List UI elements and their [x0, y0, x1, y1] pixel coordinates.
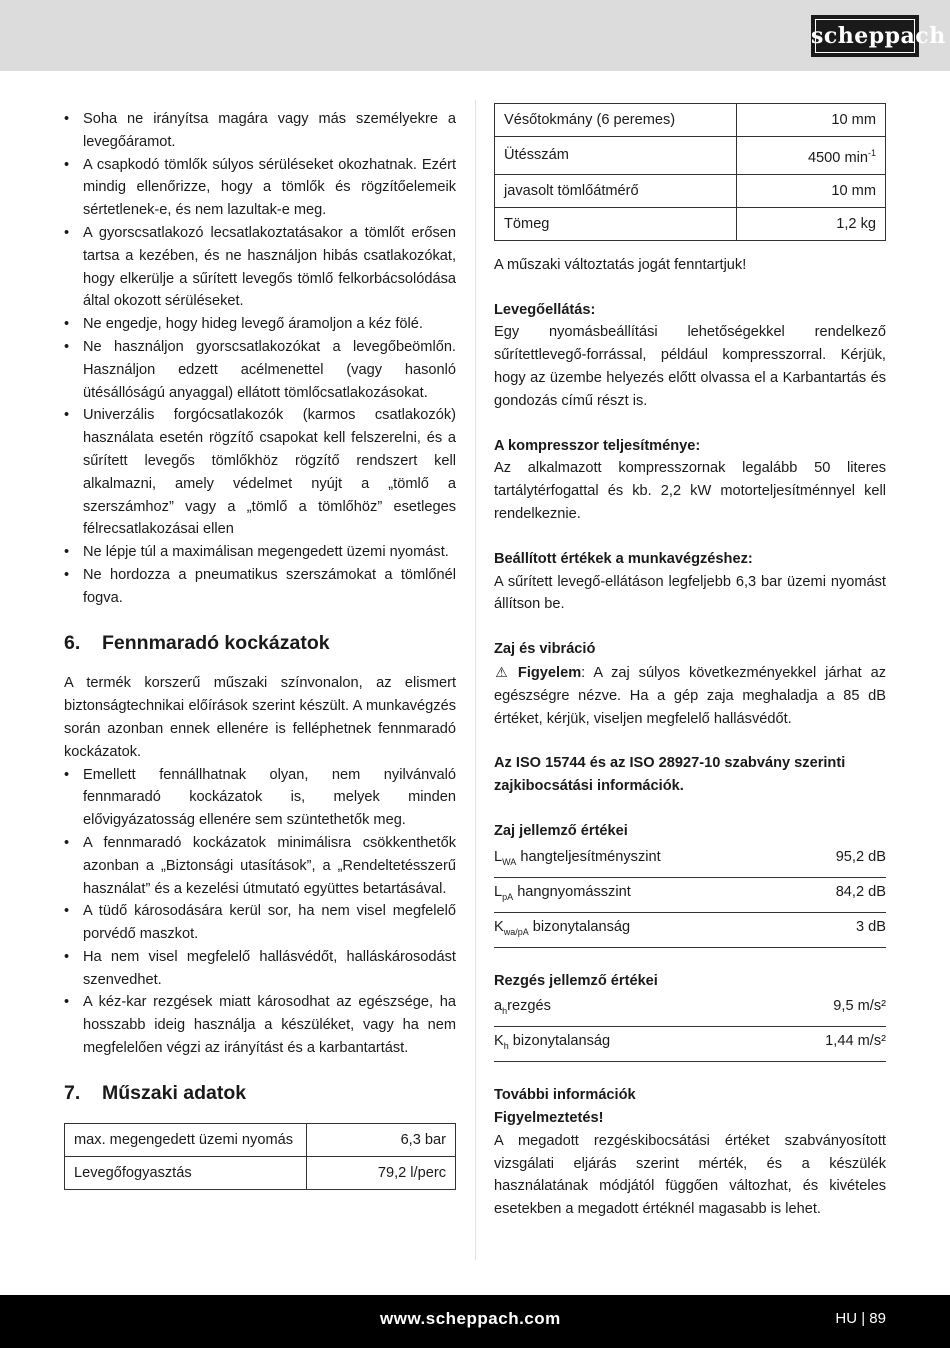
vibration-value: 1,44 m/s²	[825, 1033, 886, 1050]
noise-row	[494, 843, 886, 878]
header-bar	[0, 0, 950, 71]
air-supply-heading: Levegőellátás:	[494, 301, 596, 318]
list-item: • Ne hordozza a pneumatikus szerszámokat a tömlőnél fogva.	[64, 564, 456, 610]
list-item: • Ne használjon gyorscsatlakozókat a levegőbeömlőn. Használjon edzett acélmenettel (vagy hasonló ütésállóságú anyaggal) ellátott tömlőcsatlakozásokat.	[64, 336, 456, 404]
symbol-sub: h	[503, 1041, 509, 1052]
settings-heading: Beállított értékek a munkavégzéshez:	[494, 550, 753, 567]
noise-label	[494, 880, 631, 909]
vibration-label	[494, 1029, 610, 1058]
scheppach-logo: scheppach	[811, 15, 919, 57]
symbol-sub: h	[502, 1006, 508, 1017]
risk-bullets	[64, 764, 456, 1060]
table-row	[65, 1156, 456, 1189]
left-column	[64, 108, 456, 1190]
compressor-text: Az alkalmazott kompresszornak legalább 50 literes tartálytérfogattal és kb. 2,2 kW motorteljesítménnyel kell rendelkeznie.	[494, 460, 886, 523]
table-row	[495, 174, 886, 207]
safety-bullets	[64, 108, 456, 610]
vibration-values	[494, 992, 886, 1062]
more-info-warning: Figyelmeztetés!	[494, 1109, 604, 1126]
section-6-heading	[64, 632, 456, 655]
noise-label	[494, 845, 661, 874]
noise-value: 3 dB	[855, 918, 886, 935]
table-row	[495, 137, 886, 175]
vibration-row	[494, 1027, 886, 1062]
noise-warning	[494, 661, 886, 730]
noise-row	[494, 913, 886, 948]
warning-label: Figyelem	[517, 665, 582, 682]
noise-values	[494, 843, 886, 948]
symbol-sub: WA	[502, 856, 517, 867]
symbol: K	[494, 918, 504, 935]
noise-label	[494, 915, 630, 944]
tech-data-table-continued	[494, 103, 886, 241]
list-item: • A tüdő károsodására kerül sor, ha nem visel megfelelő porvédő maszkot.	[64, 900, 456, 946]
label: rezgés	[507, 998, 551, 1015]
spec-value: 79,2 l/perc	[307, 1156, 456, 1189]
spec-label: Vésőtokmány (6 peremes)	[495, 104, 737, 137]
spec-label: Tömeg	[495, 207, 737, 240]
section-number: 6.	[64, 631, 81, 654]
compressor-heading: A kompresszor teljesítménye:	[494, 437, 701, 454]
symbol-sub: pA	[502, 891, 514, 902]
noise-value: 84,2 dB	[835, 883, 886, 900]
more-info-heading: További információk	[494, 1087, 636, 1104]
list-item: • A gyorscsatlakozó lecsatlakoztatásakor a tömlőt erősen tartsa a kezében, és ne használjon hibás csatlakozókat, hogy elkerülje a sűrített levegős tömlő felkorbácsolódása által okozott sérüléseket.	[64, 222, 456, 313]
symbol: K	[494, 1033, 504, 1050]
spec-value	[737, 137, 886, 175]
spec-label: max. megengedett üzemi nyomás	[65, 1123, 307, 1156]
symbol-sub: wa/pA	[503, 926, 529, 937]
vibration-label	[494, 994, 551, 1023]
noise-row	[494, 878, 886, 913]
section-number: 7.	[64, 1081, 81, 1104]
column-divider	[475, 100, 476, 1260]
list-item: • Univerzális forgócsatlakozók (karmos csatlakozók) használata esetén rögzítő csapokat kell felszerelni, és a sűrített levegős tömlőkhöz rögzítő rendszert kell alkalmazni, amely védelmet nyújt a „tömlő a szerszámhoz” vagy a „tömlő a tömlőhöz” esetleges félrecsatlakozásai ellen	[64, 404, 456, 541]
section-title: Fennmaradó kockázatok	[102, 631, 330, 654]
change-note: A műszaki változtatás jogát fenntartjuk!	[494, 256, 747, 273]
spec-value: 6,3 bar	[307, 1123, 456, 1156]
symbol: a	[494, 998, 503, 1015]
footer-url[interactable]: www.scheppach.com	[380, 1309, 561, 1328]
section-6-intro: A termék korszerű műszaki színvonalon, az elismert biztonságtechnikai előírások szerint készült. A munkavégzés során azonban ennek ellenére is felléphetnek fennmaradó kockázatok.	[64, 675, 456, 760]
vibration-value: 9,5 m/s²	[833, 998, 886, 1015]
list-item: • Emellett fennállhatnak olyan, nem nyilvánvaló fennmaradó kockázatok is, melyek minden elővigyázatosság ellenére sem szüntethetők meg.	[64, 764, 456, 832]
noise-value: 95,2 dB	[835, 848, 886, 865]
air-supply-text: Egy nyomásbeállítási lehetőségekkel rendelkező sűrítettlevegő-forrással, például kompresszorral. Kérjük, hogy az üzembe helyezés előtt olvassa el a Karbantartás és gondozás című részt is.	[494, 324, 886, 409]
spec-label: Ütésszám	[495, 137, 737, 175]
spec-label: javasolt tömlőátmérő	[495, 174, 737, 207]
noise-values-heading: Zaj jellemző értékei	[494, 823, 628, 839]
more-info-text: A megadott rezgéskibocsátási értéket szabványosított vizsgálati eljárás szerint mérték, és a készülék használatának módjától függően változhat, és kivételes esetekben a megadott értéknél magasabb is lehet.	[494, 1132, 886, 1218]
label: bizonytalanság	[528, 918, 631, 935]
spec-value: 1,2 kg	[737, 207, 886, 240]
noise-heading: Zaj és vibráció	[494, 641, 596, 658]
table-row	[495, 104, 886, 137]
iso-heading: Az ISO 15744 és az ISO 28927-10 szabvány szerinti zajkibocsátási információk.	[494, 755, 846, 795]
section-7-heading	[64, 1082, 456, 1105]
vibration-row	[494, 992, 886, 1027]
vibration-values-heading: Rezgés jellemző értékei	[494, 972, 658, 989]
footer-bar	[0, 1295, 950, 1348]
list-item: • A kéz-kar rezgések miatt károsodhat az egészsége, ha hosszabb ideig használja a készüléket, vagy ha nem megfelelően végzi az irányítást és a karbantartást.	[64, 991, 456, 1059]
list-item: • Ne lépje túl a maximálisan megengedett üzemi nyomást.	[64, 541, 456, 564]
warning-text: : A zaj súlyos következményekkel járhat az egészségre nézve. Ha a gép zaja meghaladja a 85 dB értéket, kérjük, viseljen megfelelő hallásvédőt.	[494, 665, 886, 727]
list-item: • Soha ne irányítsa magára vagy más személyekre a levegőáramot.	[64, 108, 456, 154]
warning-triangle-icon: ⚠	[495, 664, 508, 681]
table-row	[495, 207, 886, 240]
label: hangteljesítményszint	[516, 848, 661, 865]
label: bizonytalanság	[508, 1033, 611, 1050]
list-item: • Ha nem visel megfelelő hallásvédőt, halláskárosodást szenvedhet.	[64, 946, 456, 992]
page-number: HU | 89	[835, 1310, 886, 1327]
list-item: • A fennmaradó kockázatok minimálisra csökkenthetők azonban a „Biztonsági utasítások”, a „Rendeltetésszerű használat” és a kezelési útmutató együttes betartásával.	[64, 832, 456, 900]
section-title: Műszaki adatok	[102, 1081, 247, 1104]
spec-value: 10 mm	[737, 104, 886, 137]
symbol: L	[494, 883, 503, 900]
tech-data-table	[64, 1123, 456, 1190]
spec-label: Levegőfogyasztás	[65, 1156, 307, 1189]
list-item: • Ne engedje, hogy hideg levegő áramoljon a kéz fölé.	[64, 313, 456, 336]
label: hangnyomásszint	[513, 883, 631, 900]
settings-text: A sűrített levegő-ellátáson legfeljebb 6,3 bar üzemi nyomást állítson be.	[494, 573, 886, 613]
table-row	[65, 1123, 456, 1156]
list-item: • A csapkodó tömlők súlyos sérüléseket okozhatnak. Ezért mindig ellenőrizze, hogy a tömlők és rögzítőelemeik sértetlenek-e, és nem lazultak-e meg.	[64, 154, 456, 222]
spec-value-text: 4500 min	[807, 149, 868, 166]
spec-value: 10 mm	[737, 174, 886, 207]
right-column	[494, 103, 886, 1221]
spec-value-sup: -1	[867, 148, 876, 158]
symbol: L	[494, 848, 503, 865]
